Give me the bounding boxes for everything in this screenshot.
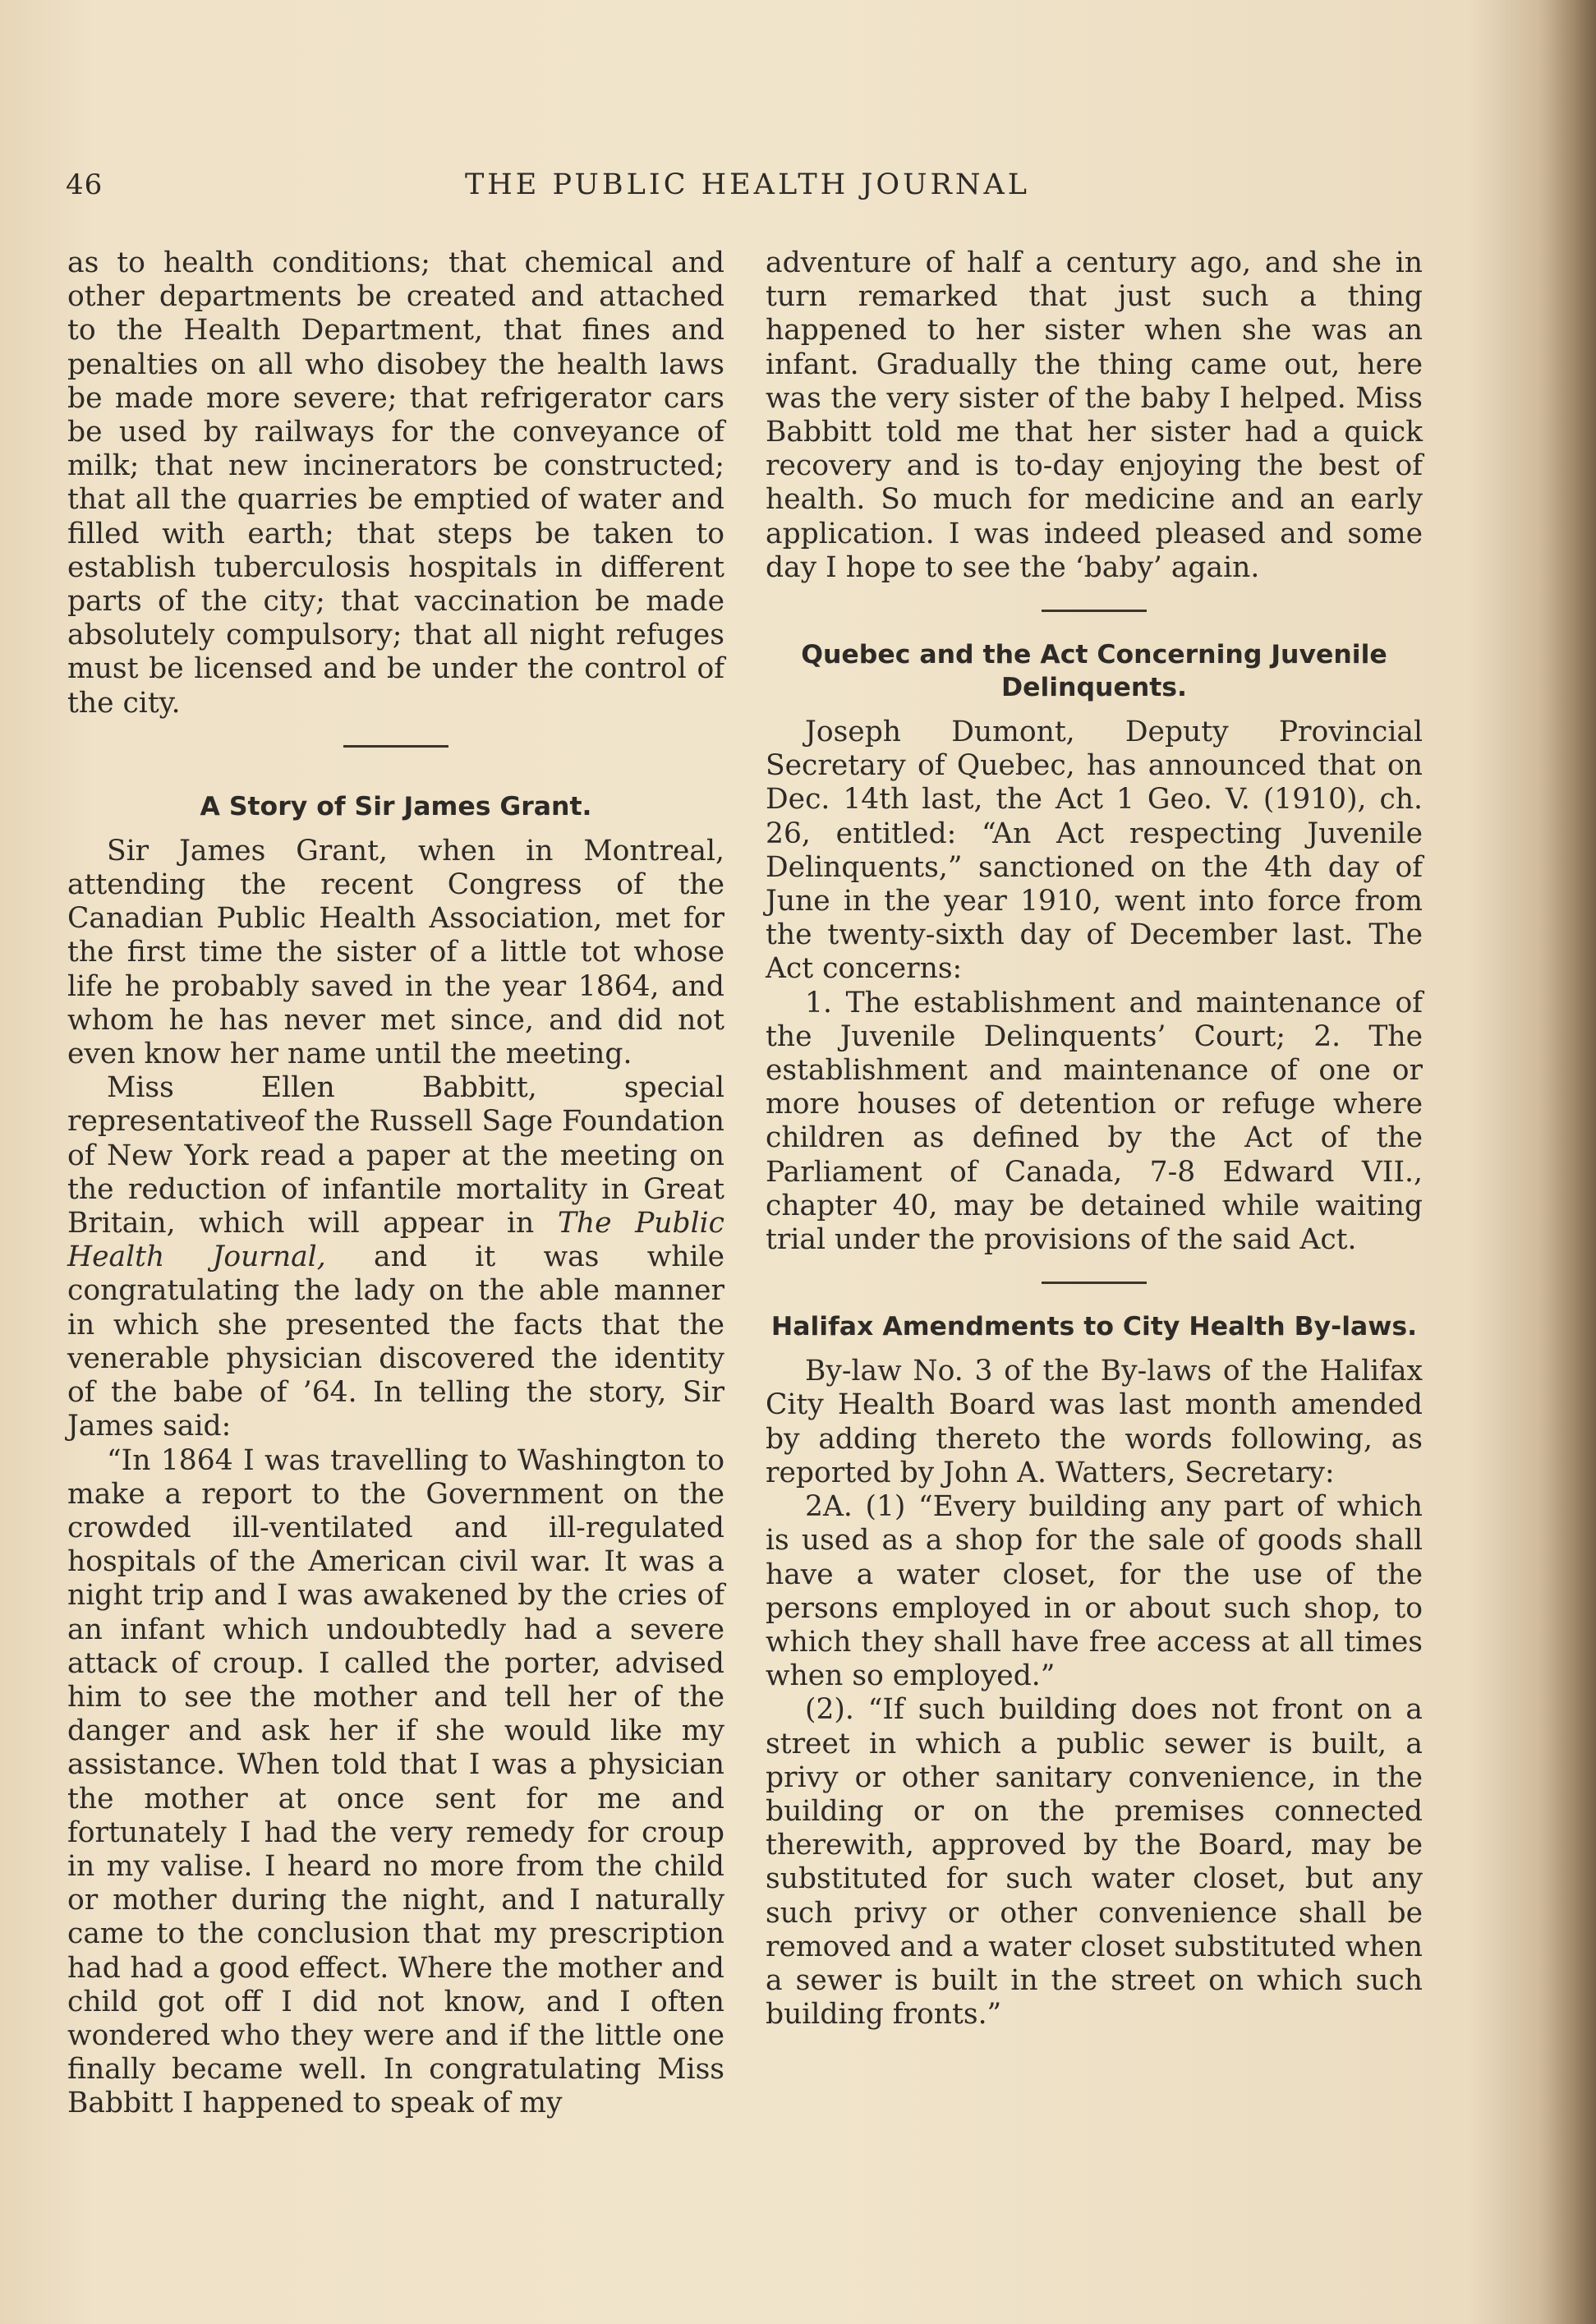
halifax-paragraph: (2). “If such building does not front on a street in which a public sewer is built, a privy or other sanitary convenience, in the building or on the premises connected therewith, approved by the Board, may be substituted for such water closet, but any such privy or other convenience shall be removed and a water closet substituted when a sewer is built in the street on which such building fronts.” [766, 1693, 1423, 2032]
story-paragraph: “In 1864 I was travelling to Washington to make a report to the Government on the crowded ill-ventilated and ill-regulated hospitals of the American civil war. It was a night trip and I was awakened by the cries of an infant which undoubtedly had a severe attack of croup. I called the porter, advised him to see the mother and tell her of the danger and ask her if she would like my assistance. When told that I was a physician the mother at once sent for me and fortunately I had the very remedy for croup in my valise. I heard no more from the child or mother during the night, and I naturally came to the conclusion that my prescription had had a good effect. Where the mother and child got off I did not know, and I often wondered who they were and if the little one finally became well. In congratulating Miss Babbitt I happened to speak of my [67, 1443, 724, 2120]
section-divider [1042, 610, 1147, 612]
quebec-paragraph: 1. The establishment and maintenance of the Juvenile Delinquents’ Court; 2. The establishment and maintenance of one or more houses of detention or refuge where children as defined by the Act of the Parliament of Canada, 7-8 Edward VII., chapter 40, may be detained while waiting trial under the provisions of the said Act. [766, 986, 1423, 1257]
story-paragraph [67, 1071, 724, 1443]
story-paragraph: Sir James Grant, when in Montreal, attending the recent Congress of the Canadian Public Health Association, met for the first time the sister of a little tot whose life he probably saved in the year 1864, and whom he has never met since, and did not even know her name until the meeting. [67, 834, 724, 1071]
journal-name-italic: The Public Health Journal, [67, 1207, 724, 1274]
running-head [66, 168, 1429, 218]
halifax-heading: Halifax Amendments to City Health By-laws. [770, 1312, 1418, 1342]
halifax-paragraph: By-law No. 3 of the By-laws of the Halifax City Health Board was last month amended by adding thereto the words following, as reported by John A. Watters, Secretary: [766, 1355, 1423, 1489]
story-heading: A Story of Sir James Grant. [200, 791, 592, 821]
journal-title: THE PUBLIC HEALTH JOURNAL [464, 168, 1031, 201]
intro-paragraph: as to health conditions; that chemical and other departments be created and attached to the Health Department, that fines and penalties on all who disobey the health laws be made more severe; that refrigerator cars be used by railways for the conveyance of milk; that new incinerators be constructed; that all the quarries be emptied of water and filled with earth; that steps be taken to establish tuberculosis hospitals in different parts of the city; that vaccination be made absolutely compulsory; that all night refuges must be licensed and be under the control of the city. [67, 246, 724, 720]
quebec-heading: Quebec and the Act Concerning Juvenile Delinquents. [801, 640, 1387, 703]
quebec-paragraph: Joseph Dumont, Deputy Provincial Secretary of Quebec, has announced that on Dec. 14th last, the Act 1 Geo. V. (1910), ch. 26, entitled: “An Act respecting Juvenile Delinquents,” sanctioned on the 4th day of June in the year 1910, went into force from the twenty-sixth day of December last. The Act concerns: [766, 716, 1423, 986]
section-divider [343, 745, 448, 748]
story-continuation: adventure of half a century ago, and she in turn remarked that just such a thing happened to her sister when she was an infant. Gradually the thing came out, here was the very sister of the baby I helped. Miss Babbitt told me that her sister had a quick recovery and is to-day enjoying the best of health. So much for medicine and an early application. I was indeed pleased and some day I hope to see the ‘baby’ again. [766, 246, 1423, 584]
section-divider [1042, 1282, 1147, 1284]
left-column [67, 246, 724, 2121]
story-text: Miss Ellen Babbitt, special representativeof the Russell Sage Foundation of New York read a paper at the meeting on the reduction of infantile mortality in Great Britain, which will appear in [67, 1071, 724, 1240]
right-column [766, 246, 1423, 2032]
story-text: and it was while congratulating the lady on the able manner in which she presented the facts that the venerable physician discovered the identity of the babe of ’64. In telling the story, Sir James said: [67, 1240, 724, 1443]
page-number: 46 [66, 168, 103, 201]
page-edge-shadow [1539, 0, 1596, 2324]
halifax-paragraph: 2A. (1) “Every building any part of which is used as a shop for the sale of goods shall have a water closet, for the use of the persons employed in or about such shop, to which they shall have free access at all times when so employed.” [766, 1490, 1423, 1693]
